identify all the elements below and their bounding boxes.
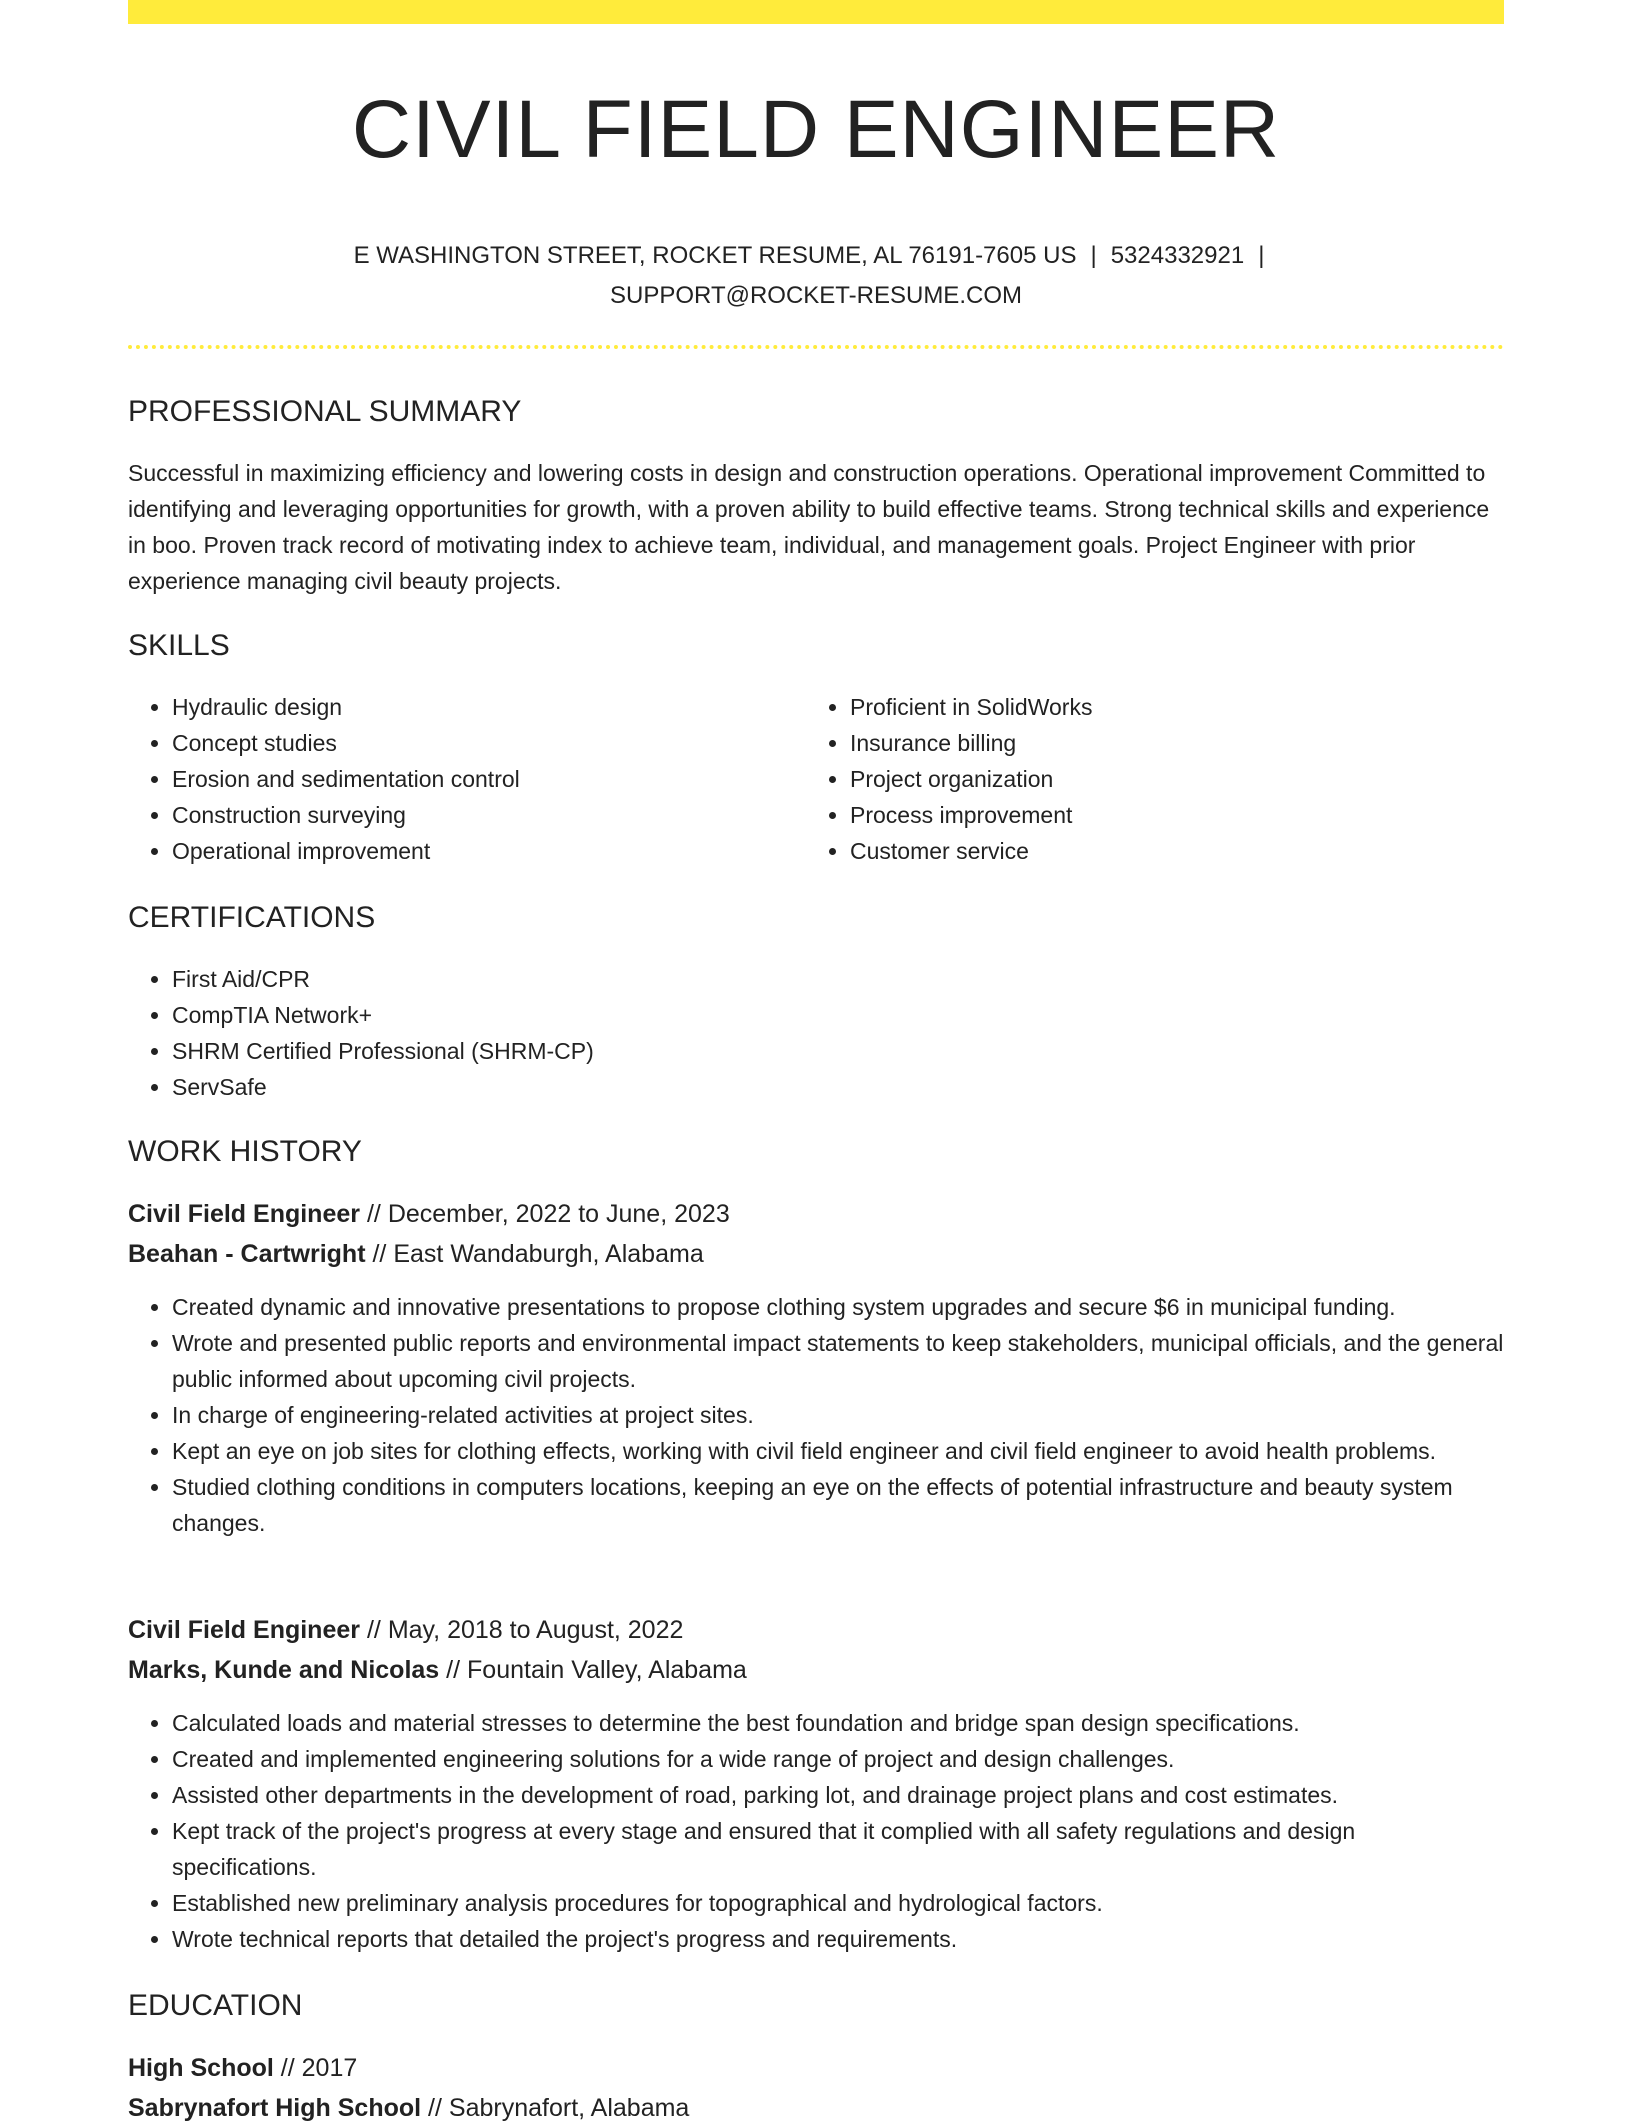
certification-item: • SHRM Certified Professional (SHRM-CP) [172, 1033, 1472, 1069]
job-role: Civil Field Engineer [128, 1200, 360, 1228]
job-separator: // [446, 1656, 461, 1684]
education-degree: High School [128, 2054, 274, 2082]
job-bullets [128, 1705, 1504, 1957]
summary-heading: PROFESSIONAL SUMMARY [128, 395, 522, 428]
job-role: Civil Field Engineer [128, 1616, 360, 1644]
accent-bar [128, 0, 1504, 24]
education-location: Sabrynafort, Alabama [448, 2094, 690, 2122]
skills-list-right [806, 689, 1490, 869]
certification-item: • CompTIA Network+ [172, 997, 1472, 1033]
skill-item: • Process improvement [850, 797, 1490, 833]
skill-item: • Operational improvement [172, 833, 792, 869]
education-school: Sabrynafort High School [128, 2094, 422, 2122]
education-separator: // [428, 2094, 442, 2122]
certification-item: • ServSafe [172, 1069, 1472, 1105]
skill-item: • Customer service [850, 833, 1490, 869]
contact-separator: | [1090, 242, 1097, 269]
certifications-list [128, 961, 1472, 1105]
skill-item: • Construction surveying [172, 797, 792, 833]
skill-item: • Insurance billing [850, 725, 1490, 761]
job-bullet: • Kept track of the project's progress at every stage and ensured that it complied with all safety regulations and design specifications. [172, 1813, 1504, 1885]
candidate-title: CIVIL FIELD ENGINEER [351, 84, 1281, 175]
dotted-divider [128, 345, 1504, 349]
job-title-line [128, 1196, 730, 1232]
education-separator: // [280, 2054, 295, 2082]
education-year: 2017 [301, 2054, 358, 2082]
certifications-heading: CERTIFICATIONS [128, 901, 376, 934]
job-location: East Wandaburgh, Alabama [393, 1240, 704, 1268]
skills-heading: SKILLS [128, 629, 230, 662]
job-company-line [128, 1236, 704, 1272]
skills-list-left [128, 689, 792, 869]
job-bullet: • Established new preliminary analysis procedures for topographical and hydrological factors. [172, 1885, 1504, 1921]
summary-text: Successful in maximizing efficiency and lowering costs in design and construction operations. Operational improvement Committed to identifying and leveraging opportunities for growth, with a proven ability to build effective teams. Strong technical skills and experience in boo. Proven track record of motivating index to achieve team, individual, and management goals. Project Engineer with prior experience managing civil beauty projects. [128, 460, 1490, 594]
job-bullet: • Wrote and presented public reports and environmental impact statements to keep stakeholders, municipal officials, and the general public informed about upcoming civil projects. [172, 1325, 1504, 1397]
job-bullet: • Wrote technical reports that detailed the project's progress and requirements. [172, 1921, 1504, 1957]
job-company: Beahan - Cartwright [128, 1240, 366, 1268]
job-dates: December, 2022 to June, 2023 [387, 1200, 730, 1228]
job-bullet: • Calculated loads and material stresses to determine the best foundation and bridge span design specifications. [172, 1705, 1504, 1741]
contact-info [128, 236, 1504, 316]
job-bullets [128, 1289, 1504, 1541]
education-heading: EDUCATION [128, 1989, 303, 2022]
job-location: Fountain Valley, Alabama [467, 1656, 747, 1684]
work-history-heading: WORK HISTORY [128, 1135, 362, 1168]
certification-item: • First Aid/CPR [172, 961, 1472, 997]
contact-separator: | [1258, 242, 1265, 269]
email: SUPPORT@ROCKET-RESUME.COM [610, 282, 1022, 309]
skill-item: • Project organization [850, 761, 1490, 797]
address: E WASHINGTON STREET, ROCKET RESUME, AL 76191-7605 US [353, 242, 1077, 269]
education-school-line [128, 2090, 689, 2126]
job-company: Marks, Kunde and Nicolas [128, 1656, 440, 1684]
job-bullet: • In charge of engineering-related activities at project sites. [172, 1397, 1504, 1433]
job-title-line [128, 1612, 683, 1648]
job-separator: // [366, 1200, 381, 1228]
skill-item: • Concept studies [172, 725, 792, 761]
job-separator: // [372, 1240, 387, 1268]
education-degree-line [128, 2050, 357, 2086]
job-bullet: • Studied clothing conditions in computers locations, keeping an eye on the effects of potential infrastructure and beauty system changes. [172, 1469, 1504, 1541]
skill-item: • Proficient in SolidWorks [850, 689, 1490, 725]
skill-item: • Erosion and sedimentation control [172, 761, 792, 797]
job-bullet: • Assisted other departments in the development of road, parking lot, and drainage project plans and cost estimates. [172, 1777, 1504, 1813]
job-bullet: • Created and implemented engineering solutions for a wide range of project and design challenges. [172, 1741, 1504, 1777]
phone: 5324332921 [1110, 242, 1245, 269]
job-bullet: • Created dynamic and innovative presentations to propose clothing system upgrades and secure $6 in municipal funding. [172, 1289, 1504, 1325]
skill-item: • Hydraulic design [172, 689, 792, 725]
job-separator: // [366, 1616, 381, 1644]
job-company-line [128, 1652, 747, 1688]
job-dates: May, 2018 to August, 2022 [387, 1616, 684, 1644]
job-bullet: • Kept an eye on job sites for clothing effects, working with civil field engineer and civil field engineer to avoid health problems. [172, 1433, 1504, 1469]
